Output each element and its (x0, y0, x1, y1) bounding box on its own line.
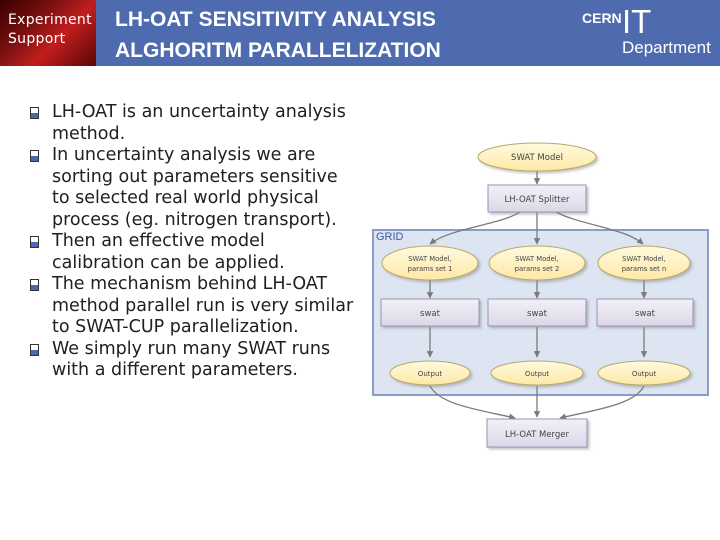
it-logo-text: IT (622, 3, 652, 40)
slide-title-line2: ALGHORITM PARALLELIZATION (115, 39, 441, 62)
params-set-n-line1: SWAT Model, (622, 255, 666, 263)
experiment-support-logo (0, 0, 96, 66)
bullet-marker-icon (30, 150, 39, 162)
swat-run-2-label: swat (527, 309, 547, 319)
bullet-marker-icon (30, 236, 39, 248)
bullet-text: In uncertainty analysis we are sorting out parameters sensitive to selected real world physical process (eg. nitrogen transport). (52, 145, 338, 230)
bullet-marker-icon (30, 107, 39, 119)
lhoat-merger-label: LH-OAT Merger (504, 430, 570, 440)
logo-left-line1: Experiment (8, 12, 92, 28)
bullet-item (30, 102, 360, 145)
bullet-item (30, 339, 360, 382)
bullet-text: We simply run many SWAT runs with a different parameters. (52, 338, 331, 380)
grid-label: GRID (376, 231, 404, 243)
bullet-item (30, 231, 360, 274)
slide-title (115, 4, 441, 66)
bullet-text: Then an effective model calibration can be applied. (52, 231, 285, 273)
swat-run-n-label: swat (635, 309, 655, 319)
params-set-1-node (382, 246, 478, 280)
params-set-1-line1: SWAT Model, (408, 255, 452, 263)
params-set-n-line2: params set n (621, 265, 667, 273)
lhoat-splitter-label: LH-OAT Splitter (504, 195, 570, 205)
output-n-label: Output (631, 370, 657, 378)
output-1-label: Output (417, 370, 443, 378)
header-band (0, 0, 720, 66)
swat-run-1-label: swat (420, 309, 440, 319)
swat-model-label: SWAT Model (511, 153, 563, 163)
params-set-2-line1: SWAT Model, (515, 255, 559, 263)
params-set-2-node (489, 246, 585, 280)
lhoat-flow-diagram (370, 140, 715, 455)
bullet-text: The mechanism behind LH-OAT method parallel run is very similar to SWAT-CUP parallelization. (52, 274, 354, 337)
cern-logo-text: CERN (582, 10, 622, 26)
slide-title-line1: LH-OAT SENSITIVITY ANALYSIS (115, 8, 436, 31)
bullet-marker-icon (30, 279, 39, 291)
department-logo-text: Department (622, 38, 711, 57)
bullet-marker-icon (30, 344, 39, 356)
bullet-item (30, 145, 360, 231)
cern-it-logo (582, 3, 716, 60)
params-set-2-line2: params set 2 (514, 265, 560, 273)
bullet-text: LH-OAT is an uncertainty analysis method. (52, 102, 346, 144)
output-2-label: Output (524, 370, 550, 378)
bullet-item (30, 274, 360, 339)
params-set-1-line2: params set 1 (407, 265, 453, 273)
logo-left-line2: Support (8, 31, 66, 47)
bullet-list (30, 102, 360, 382)
params-set-n-node (598, 246, 690, 280)
